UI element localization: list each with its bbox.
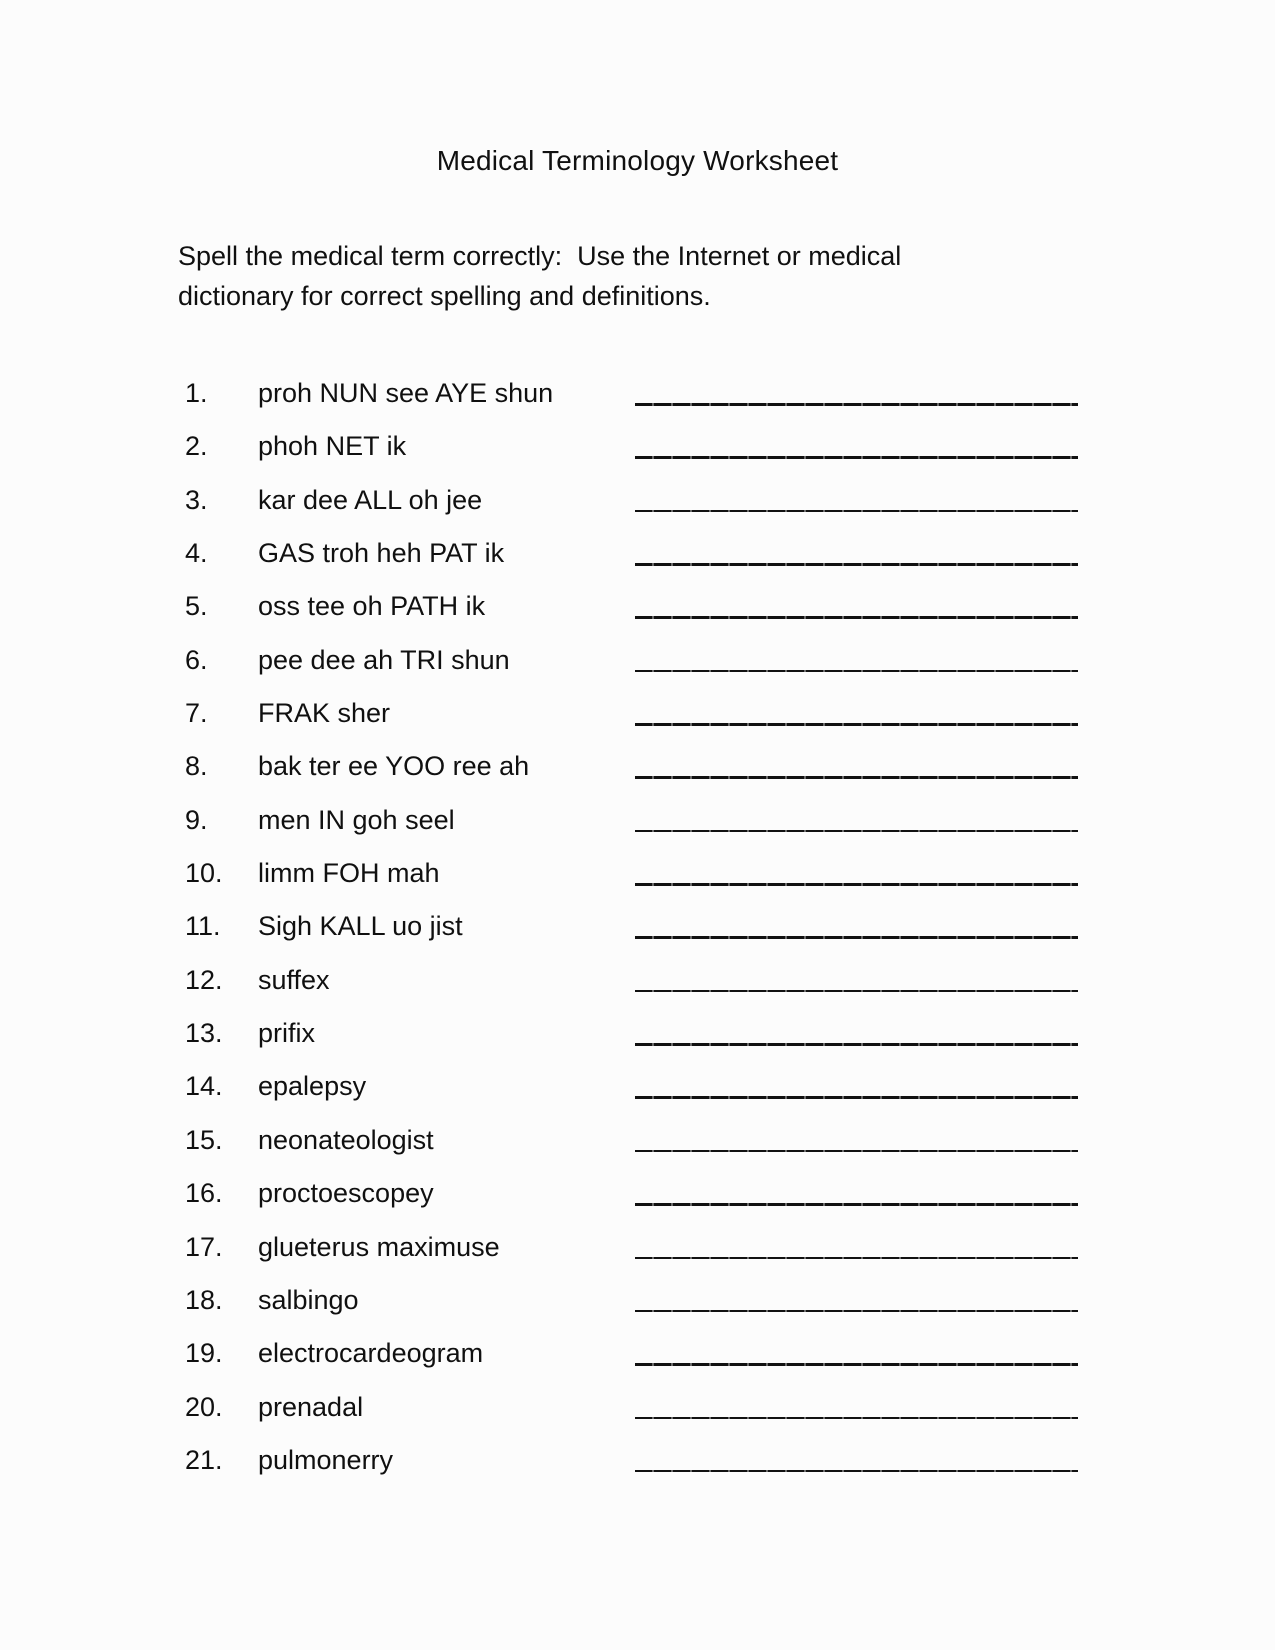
item-number: 12.: [185, 964, 223, 995]
item-number: 9.: [185, 804, 208, 835]
worksheet-row-10: [0, 855, 1275, 908]
worksheet-row-14: [0, 1068, 1275, 1121]
answer-blank[interactable]: [635, 428, 1078, 458]
worksheet-row-21: [0, 1442, 1275, 1495]
item-term: suffex: [258, 964, 330, 995]
item-number: 15.: [185, 1124, 223, 1155]
answer-blank[interactable]: [635, 535, 1078, 565]
answer-blank[interactable]: [635, 1442, 1078, 1472]
answer-blank[interactable]: [635, 908, 1078, 938]
answer-blank[interactable]: [635, 695, 1078, 725]
item-number: 2.: [185, 431, 208, 462]
answer-blank[interactable]: [635, 1122, 1078, 1152]
worksheet-row-4: [0, 535, 1275, 588]
answer-blank[interactable]: [635, 1229, 1078, 1259]
answer-blank[interactable]: [635, 1282, 1078, 1312]
worksheet-row-13: [0, 1015, 1275, 1068]
item-number: 1.: [185, 378, 208, 408]
item-term: Sigh KALL uo jist: [258, 911, 463, 942]
worksheet-row-18: [0, 1282, 1275, 1335]
worksheet-row-3: [0, 482, 1275, 535]
item-number: 7.: [185, 698, 208, 729]
answer-blank[interactable]: [635, 482, 1078, 512]
item-term: salbingo: [258, 1284, 359, 1315]
item-number: 19.: [185, 1338, 223, 1369]
answer-blank[interactable]: [635, 802, 1078, 832]
item-number: 5.: [185, 591, 208, 622]
answer-blank[interactable]: [635, 962, 1078, 992]
item-number: 13.: [185, 1018, 223, 1049]
item-term: FRAK sher: [258, 698, 391, 729]
item-term: pee dee ah TRI shun: [258, 644, 510, 675]
item-term: pulmonerry: [258, 1444, 394, 1475]
item-number: 17.: [185, 1231, 223, 1262]
answer-blank[interactable]: [635, 375, 1078, 405]
answer-blank[interactable]: [635, 1335, 1078, 1365]
worksheet-row-16: [0, 1175, 1275, 1228]
answer-blank[interactable]: [635, 1068, 1078, 1098]
item-term: proh NUN see AYE shun: [258, 378, 554, 408]
answer-blank[interactable]: [635, 1015, 1078, 1045]
instructions: [178, 236, 1078, 316]
item-term: kar dee ALL oh jee: [258, 484, 483, 515]
item-number: 6.: [185, 644, 208, 675]
instructions-line-2: dictionary for correct spelling and definitions.: [178, 281, 711, 311]
item-number: 20.: [185, 1391, 223, 1422]
worksheet-row-7: [0, 695, 1275, 748]
worksheet-row-15: [0, 1122, 1275, 1175]
instructions-line-1: Spell the medical term correctly: Use the Internet or medical: [178, 241, 902, 271]
item-number: 3.: [185, 484, 208, 515]
answer-blank[interactable]: [635, 748, 1078, 778]
item-number: 14.: [185, 1071, 223, 1102]
worksheet-row-6: [0, 642, 1275, 695]
item-number: 21.: [185, 1444, 223, 1475]
worksheet-row-12: [0, 962, 1275, 1015]
answer-blank[interactable]: [635, 588, 1078, 618]
answer-blank[interactable]: [635, 1175, 1078, 1205]
answer-blank[interactable]: [635, 855, 1078, 885]
worksheet-row-19: [0, 1335, 1275, 1388]
item-term: limm FOH mah: [258, 858, 440, 889]
worksheet-row-9: [0, 802, 1275, 855]
item-number: 8.: [185, 751, 208, 782]
item-number: 16.: [185, 1178, 223, 1209]
item-term: glueterus maximuse: [258, 1231, 500, 1262]
item-term: proctoescopey: [258, 1178, 434, 1209]
worksheet-row-5: [0, 588, 1275, 641]
worksheet-row-8: [0, 748, 1275, 801]
item-number: 4.: [185, 538, 208, 569]
item-number: 11.: [185, 911, 221, 942]
worksheet-row-2: [0, 428, 1275, 481]
worksheet-row-20: [0, 1389, 1275, 1442]
answer-blank[interactable]: [635, 1389, 1078, 1419]
item-term: epalepsy: [258, 1071, 367, 1102]
item-term: prenadal: [258, 1391, 364, 1422]
item-term: bak ter ee YOO ree ah: [258, 751, 530, 782]
item-number: 18.: [185, 1284, 223, 1315]
item-term: prifix: [258, 1018, 316, 1049]
item-term: GAS troh heh PAT ik: [258, 538, 505, 569]
item-term: oss tee oh PATH ik: [258, 591, 486, 622]
item-term: men IN goh seel: [258, 804, 455, 835]
term-list: [0, 375, 1275, 1495]
page-title: Medical Terminology Worksheet: [436, 145, 839, 176]
item-term: electrocardeogram: [258, 1338, 484, 1369]
item-number: 10.: [185, 858, 223, 889]
worksheet-row-11: [0, 908, 1275, 961]
answer-blank[interactable]: [635, 642, 1078, 672]
worksheet-row-17: [0, 1229, 1275, 1282]
item-term: neonateologist: [258, 1124, 434, 1155]
item-term: phoh NET ik: [258, 431, 407, 462]
worksheet-row-1: [0, 375, 1275, 428]
